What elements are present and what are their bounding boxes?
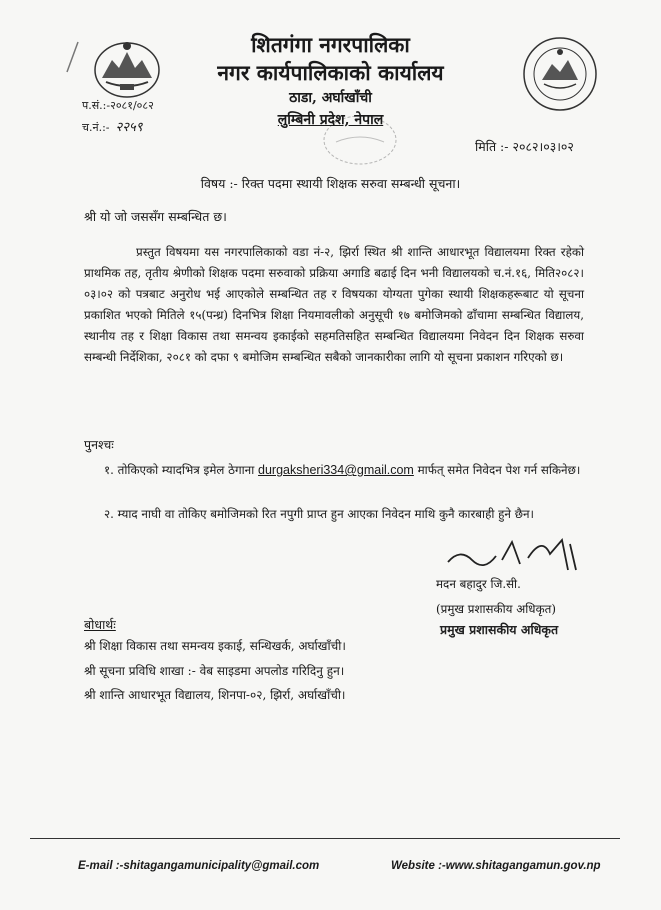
postscript-item-2-text: म्याद नाघी वा तोकिए बमोजिमको रित नपुगी प्राप्त हुन आएका निवेदन माथि कुनै कारबाही हुने छैन।	[117, 507, 534, 521]
bodhartha-item: श्री शान्ति आधारभूत विद्यालय, शिनपा-०२, झिर्रा, अर्घाखाँची।	[84, 688, 346, 702]
chalani-label: च.नं.:-	[82, 121, 110, 134]
footer-email[interactable]: E-mail :-shitagangamunicipality@gmail.com	[78, 860, 320, 872]
chalani-number: २२५९	[115, 120, 143, 135]
postscript-email-link[interactable]: durgaksheri334@gmail.com	[258, 463, 414, 477]
municipality-name: शितगंगा नगरपालिका	[251, 32, 410, 57]
postscript-item-2	[104, 503, 584, 525]
footer-website[interactable]: Website :-www.shitagangamun.gov.np	[391, 860, 601, 872]
signature-scrawl-icon	[442, 530, 592, 578]
postscript-item-1-pre: तोकिएको म्यादभित्र इमेल ठेगाना	[117, 463, 255, 477]
province-text: लुम्बिनी प्रदेश, नेपाल	[277, 112, 384, 128]
bodhartha-item: श्री शिक्षा विकास तथा समन्वय इकाई, सन्धिखर्क, अर्घाखाँची।	[84, 639, 346, 653]
office-name: नगर कार्यपालिकाको कार्यालय	[217, 60, 444, 85]
subject-line: विषय :- रिक्त पदमा स्थायी शिक्षक सरुवा सम्बन्धी सूचना।	[200, 176, 461, 191]
postscript-item-2-number: २.	[104, 507, 114, 521]
postscript-label: पुनश्चः	[84, 437, 114, 452]
bodhartha-label: बोधार्थः	[84, 617, 116, 632]
chalani-line	[82, 117, 143, 135]
postscript-item-1-post: मार्फत् समेत निवेदन पेश गर्न सकिनेछ।	[417, 463, 581, 477]
footer-divider	[30, 838, 620, 839]
office-location: ठाडा, अर्घाखाँची	[289, 90, 372, 106]
bodhartha-item: श्री सूचना प्रविधि शाखा :- वेब साइडमा अपलोड गरिदिनु हुन।	[84, 664, 345, 678]
postscript-item-1	[104, 459, 584, 481]
signatory-name: मदन बहादुर जि.सी.	[436, 577, 521, 591]
signatory-title: (प्रमुख प्रशासकीय अधिकृत)	[436, 602, 556, 616]
postscript-item-1-number: १.	[104, 463, 114, 477]
patra-sankhya: प.सं.:-२०८१/०८२	[82, 99, 154, 112]
letter-date: मिति :- २०८२।०३।०२	[475, 139, 574, 154]
salutation: श्री यो जो जससँग सम्बन्धित छ।	[84, 209, 227, 224]
body-paragraph: प्रस्तुत विषयमा यस नगरपालिकाको वडा नं-२, झिर्रा स्थित श्री शान्ति आधारभूत विद्यालयमा रिक्त रहेको प्राथमिक तह, तृतीय श्रेणीको शिक्षक पदमा सरुवाको प्रक्रिया अगाडि बढाई दिन भनी विद्यालयको च.नं.१६, मिति२०८२।०३।०२ को पत्रबाट अनुरोध भई आएकोले सम्बन्धित तह र विषयका योग्यता पुगेका स्थायी शिक्षकहरूबाट यो सूचना प्रकाशित भएको मितिले १५(पन्ध्र) दिनभित्र शिक्षा नियमावलीको अनुसूची १७ बमोजिमको ढाँचामा सम्बन्धित विद्यालय, स्थानीय तह र शिक्षा विकास तथा समन्वय इकाईको सहमतिसहित सम्बन्धित विद्यालयमा निवेदन दिन शिक्षक सरुवा सम्बन्धी निर्देशिका, २०८१ को दफा ९ बमोजिम सम्बन्धित सबैको जानकारीका लागि यो सूचना प्रकाशन गरिएको छ।	[84, 245, 584, 364]
signatory-stamp: प्रमुख प्रशासकीय अधिकृत	[440, 622, 559, 637]
